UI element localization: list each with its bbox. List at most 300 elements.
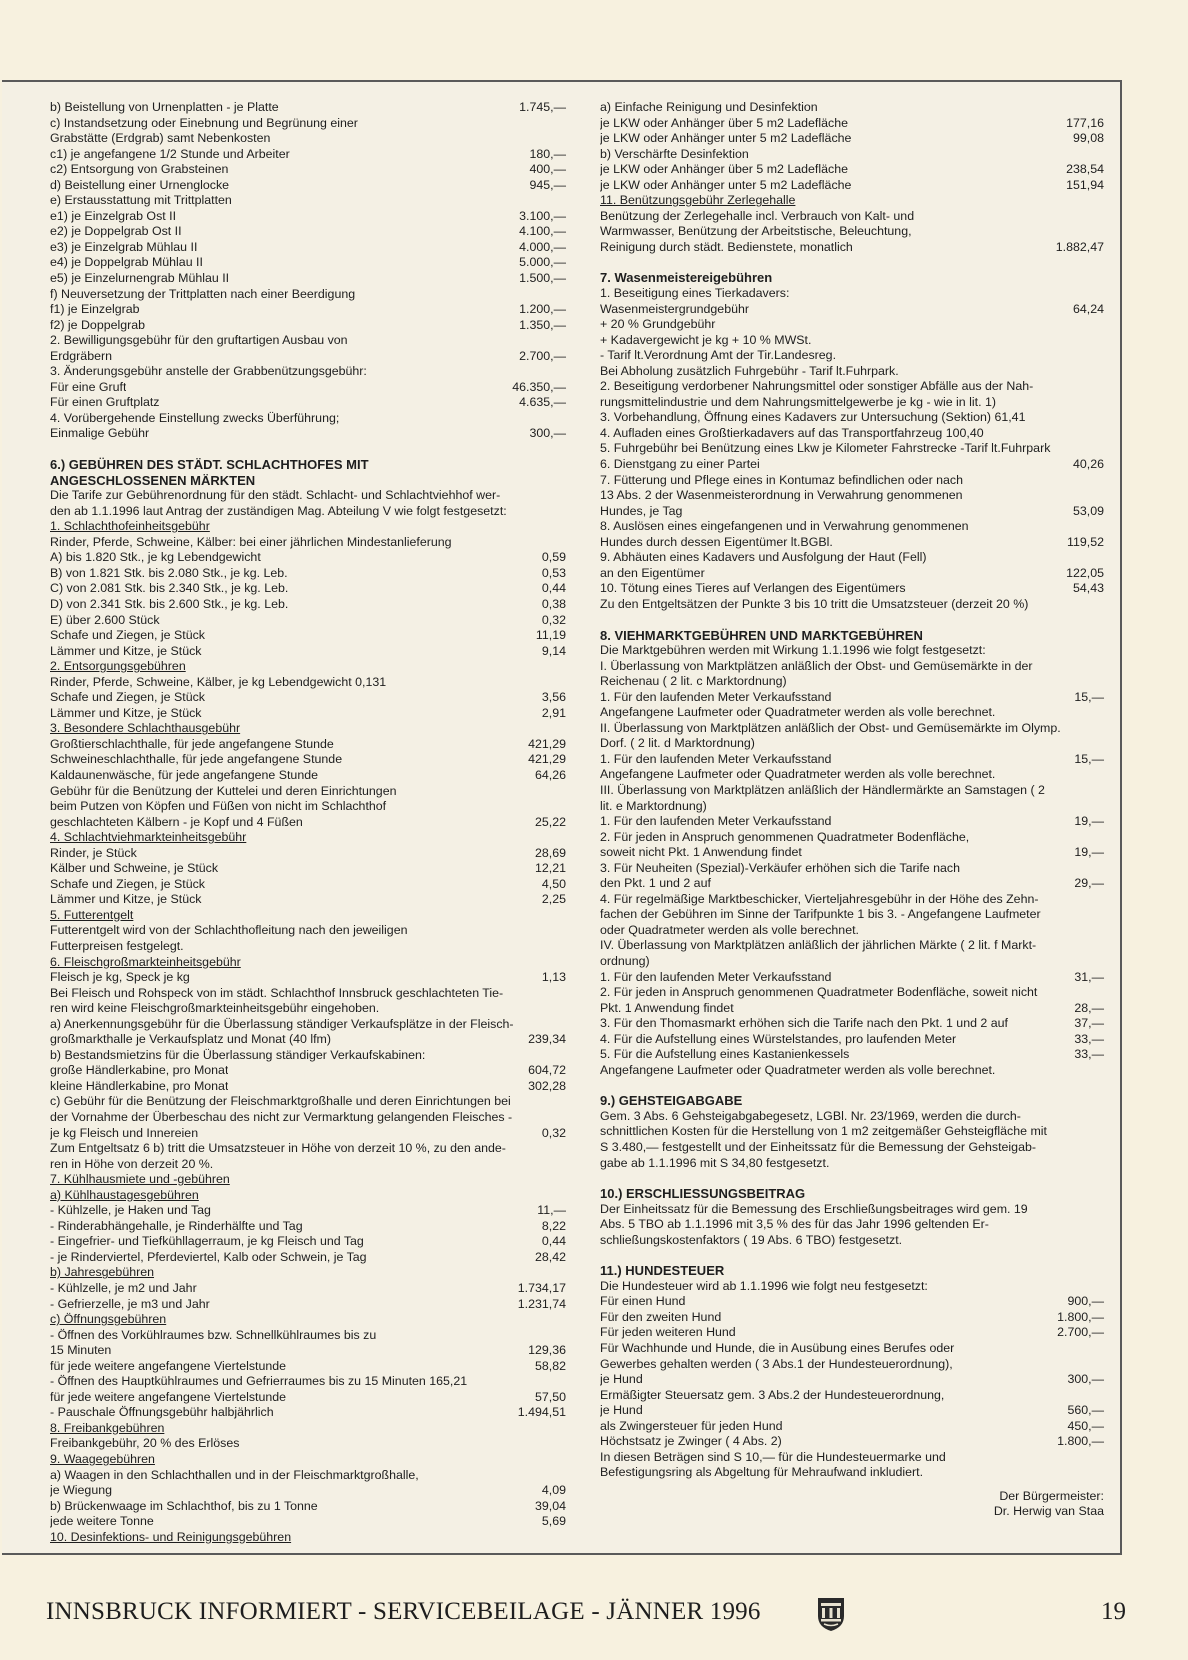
subsection-heading: 2. Entsorgungsgebühren <box>50 659 186 674</box>
fee-amount: 0,44 <box>541 581 566 596</box>
fee-amount: 28,— <box>1074 1000 1104 1015</box>
fee-label: je LKW oder Anhänger unter 5 m2 Ladefläche <box>600 177 852 192</box>
document-page <box>2 80 1122 1555</box>
fee-label: für jede weitere angefangene Viertelstunde <box>50 1358 287 1373</box>
signature-title: Der Bürgermeister: <box>999 1488 1104 1503</box>
fee-amount: 3.100,— <box>519 208 566 223</box>
fee-amount: 560,— <box>1067 1403 1104 1418</box>
fee-label: D) von 2.341 Stk. bis 2.600 Stk., je kg. Leb. <box>50 596 289 611</box>
text-line: schnittlichen Kosten für die Herstellung von 1 m2 zeitgemäßer Gehsteigfläche mit <box>600 1124 1047 1139</box>
section-spacer <box>600 1248 1104 1263</box>
fee-row <box>50 550 566 566</box>
text-line: 7. Fütterung und Pflege eines in Kontumaz befindlichen oder nach <box>600 472 964 487</box>
signature-name: Dr. Herwig van Staa <box>993 1504 1104 1519</box>
fee-amount: 122,05 <box>1066 565 1104 580</box>
fee-label: Für eine Gruft <box>50 379 127 394</box>
fee-row <box>50 846 566 862</box>
fee-row <box>50 224 566 240</box>
fee-row <box>50 1405 566 1421</box>
fee-row <box>600 1372 1104 1388</box>
fee-amount: 9,14 <box>541 643 566 658</box>
text-line: fachen der Gebühren im Sinne der Tarifpunkte 1 bis 3. - Angefangene Laufmeter <box>600 907 1041 922</box>
fee-amount: 4.100,— <box>519 224 566 239</box>
fee-amount: 8,22 <box>541 1218 566 1233</box>
text-line: In diesen Beträgen sind S 10,— für die Hundesteuermarke und <box>600 1449 946 1464</box>
fee-label: Schafe und Ziegen, je Stück <box>50 876 205 891</box>
fee-amount: 900,— <box>1067 1294 1104 1309</box>
fee-row <box>50 1359 566 1375</box>
fee-amount: 28,69 <box>534 845 566 860</box>
text-line: Freibankgebühr, 20 % des Erlöses <box>50 1436 240 1451</box>
section-heading: 6.) GEBÜHREN DES STÄDT. SCHLACHTHOFES MIT <box>50 457 369 473</box>
fee-row <box>50 1343 566 1359</box>
fee-label: 1. Für den laufenden Meter Verkaufsstand <box>600 751 832 766</box>
fee-label: 4. Für die Aufstellung eines Würstelstandes, pro laufenden Meter <box>600 1031 957 1046</box>
text-line: Dorf. ( 2 lit. d Marktordnung) <box>600 736 755 751</box>
fee-label: d) Beistellung einer Urnenglocke <box>50 177 230 192</box>
page-number: 19 <box>1101 1598 1126 1625</box>
text-line: ordnung) <box>600 953 650 968</box>
fee-amount: 29,— <box>1074 876 1104 891</box>
text-line: 8. Auslösen eines eingefangenen und in Verwahrung genommenen <box>600 519 969 534</box>
fee-row <box>50 255 566 271</box>
fee-amount: 300,— <box>1067 1372 1104 1387</box>
fee-label: Schafe und Ziegen, je Stück <box>50 690 205 705</box>
fee-row <box>50 240 566 256</box>
fee-row <box>50 644 566 660</box>
fee-label: Lämmer und Kitze, je Stück <box>50 705 202 720</box>
text-line: Angefangene Laufmeter oder Quadratmeter werden als volle berechnet. <box>600 1062 996 1077</box>
fee-amount: 11,— <box>537 1203 566 1218</box>
fee-amount: 54,43 <box>1072 581 1104 596</box>
fee-label: c1) je angefangene 1/2 Stunde und Arbeiter <box>50 146 290 161</box>
fee-label: - Kühlzelle, je Haken und Tag <box>50 1203 211 1218</box>
fee-label: e5) je Einzelurnengrab Mühlau II <box>50 271 230 286</box>
fee-amount: 2,25 <box>541 892 566 907</box>
section-spacer <box>50 442 566 457</box>
text-line: b) Bestandsmietzins für die Überlassung ständiger Verkaufskabinen: <box>50 1047 426 1062</box>
fee-amount: 302,28 <box>528 1078 566 1093</box>
text-line: beim Putzen von Köpfen und Füßen von nicht im Schlachthof <box>50 799 387 814</box>
fee-row <box>50 613 566 629</box>
text-line: Rinder, Pferde, Schweine, Kälber: bei einer jährlichen Mindestanlieferung <box>50 534 452 549</box>
subsection-heading: 10. Desinfektions- und Reinigungsgebühren <box>50 1529 292 1544</box>
fee-row <box>50 815 566 831</box>
fee-label: f1) je Einzelgrab <box>50 302 140 317</box>
fee-row <box>600 690 1104 706</box>
fee-amount: 53,09 <box>1072 503 1104 518</box>
footer-title: INNSBRUCK INFORMIERT - SERVICEBEILAGE - JÄNNER 1996 <box>46 1598 761 1625</box>
section-heading: 7. Wasenmeistereigebühren <box>600 270 773 286</box>
fee-row <box>50 1079 566 1095</box>
fee-row <box>50 628 566 644</box>
fee-row <box>50 302 566 318</box>
subsection-heading: 5. Futterentgelt <box>50 907 134 922</box>
fee-row <box>50 566 566 582</box>
text-line: 1. Beseitigung eines Tierkadavers: <box>600 286 790 301</box>
fee-label: Für einen Gruftplatz <box>50 395 160 410</box>
fee-row <box>50 380 566 396</box>
fee-row <box>600 1403 1104 1419</box>
fee-row <box>50 426 566 442</box>
fee-row <box>600 970 1104 986</box>
fee-label: als Zwingersteuer für jeden Hund <box>600 1418 783 1433</box>
fee-amount: 0,38 <box>541 596 566 611</box>
fee-row <box>50 877 566 893</box>
fee-label: den Pkt. 1 und 2 auf <box>600 876 711 891</box>
fee-label: c2) Entsorgung von Grabsteinen <box>50 162 229 177</box>
text-line: 9. Abhäuten eines Kadavers und Ausfolgung der Haut (Fell) <box>600 550 927 565</box>
right-column-body <box>600 100 1104 1481</box>
fee-amount: 2.700,— <box>519 348 566 363</box>
text-line: 3. Änderungsgebühr anstelle der Grabbenützungsgebühr: <box>50 364 367 379</box>
text-line: IV. Überlassung von Marktplätzen anläßlich der jährlichen Märkte ( 2 lit. f Markt- <box>600 938 1037 953</box>
text-line: Der Einheitssatz für die Bemessung des Erschließungsbeitrages wird gem. 19 <box>600 1201 1028 1216</box>
text-line: lit. e Marktordnung) <box>600 798 707 813</box>
fee-row <box>600 581 1104 597</box>
fee-row <box>600 1001 1104 1017</box>
fee-amount: 1.882,47 <box>1055 239 1104 254</box>
fee-label: b) Brückenwaage im Schlachthof, bis zu 1 Tonne <box>50 1498 318 1513</box>
fee-label: soweit nicht Pkt. 1 Anwendung findet <box>600 845 802 860</box>
text-line: 3. Für Neuheiten (Spezial)-Verkäufer erhöhen sich die Tarife nach <box>600 860 960 875</box>
fee-row <box>600 178 1104 194</box>
subsection-heading: 3. Besondere Schlachthausgebühr <box>50 721 241 736</box>
fee-amount: 12,21 <box>534 861 566 876</box>
text-line: der Vornahme der Überbeschau des nicht zur Vermarktung gelangenden Fleisches - <box>50 1110 513 1124</box>
fee-row <box>50 970 566 986</box>
fee-label: jede weitere Tonne <box>50 1514 154 1529</box>
fee-row <box>50 861 566 877</box>
text-line: III. Überlassung von Marktplätzen anläßlich der Händlermärkte an Samstagen ( 2 <box>600 782 1045 797</box>
text-line: Die Tarife zur Gebührenordnung für den städt. Schlacht- und Schlachtviehhof wer- <box>50 488 501 503</box>
subsection-heading: 11. Benützungsgebühr Zerlegehalle <box>600 193 796 208</box>
fee-row <box>50 209 566 225</box>
fee-label: je LKW oder Anhänger unter 5 m2 Ladefläche <box>600 131 852 146</box>
fee-amount: 1.200,— <box>519 302 566 317</box>
fee-row <box>50 1063 566 1079</box>
fee-amount: 33,— <box>1074 1047 1104 1062</box>
fee-row <box>600 1434 1104 1450</box>
fee-label: geschlachteten Kälbern - je Kopf und 4 Füßen <box>50 814 303 829</box>
section-spacer <box>600 1171 1104 1186</box>
fee-label: 6. Dienstgang zu einer Partei <box>600 457 760 472</box>
fee-label: A) bis 1.820 Stk., je kg Lebendgewicht <box>50 550 261 565</box>
fee-label: je Wiegung <box>50 1483 112 1498</box>
fee-amount: 604,72 <box>528 1063 566 1078</box>
fee-label: e2) je Doppelgrab Ost II <box>50 224 182 239</box>
fee-row <box>50 147 566 163</box>
text-line: - Öffnen des Vorkühlraumes bzw. Schnellkühlraumes bis zu <box>50 1327 377 1342</box>
fee-amount: 0,53 <box>541 565 566 580</box>
text-line: - Öffnen des Hauptkühlraumes und Gefrierraumes bis zu 15 Minuten 165,21 <box>50 1374 468 1389</box>
fee-amount: 1.800,— <box>1057 1434 1104 1449</box>
fee-amount: 1.350,— <box>519 317 566 332</box>
fee-amount: 300,— <box>529 426 566 441</box>
fee-label: an den Eigentümer <box>600 565 705 580</box>
text-line: Die Marktgebühren werden mit Wirkung 1.1.1996 wie folgt festgesetzt: <box>600 643 986 658</box>
fee-row <box>50 1499 566 1515</box>
subsection-heading: a) Kühlhaustagesgebühren <box>50 1187 199 1202</box>
fee-amount: 0,44 <box>541 1234 566 1249</box>
fee-row <box>600 845 1104 861</box>
fee-label: Hundes durch dessen Eigentümer lt.BGBl. <box>600 534 833 549</box>
text-line: a) Waagen in den Schlachthallen und in der Fleischmarktgroßhalle, <box>50 1467 419 1482</box>
text-line: + 20 % Grundgebühr <box>600 317 716 332</box>
text-line: Gewerbes gehalten werden ( 3 Abs.1 der Hundesteuerordnung), <box>600 1356 953 1371</box>
fee-row <box>50 1203 566 1219</box>
fee-amount: 1.494,51 <box>517 1405 566 1420</box>
fee-row <box>600 1294 1104 1310</box>
fee-label: Einmalige Gebühr <box>50 426 150 441</box>
subsection-heading: 7. Kühlhausmiete und -gebühren <box>50 1172 230 1187</box>
fee-row <box>50 768 566 784</box>
subsection-heading: 1. Schlachthofeinheitsgebühr <box>50 519 210 534</box>
fee-label: b) Beistellung von Urnenplatten - je Platte <box>50 100 279 114</box>
fee-row <box>50 100 566 116</box>
fee-amount: 239,34 <box>528 1032 566 1047</box>
fee-amount: 119,52 <box>1067 534 1104 549</box>
fee-row <box>50 752 566 768</box>
text-line: Gebühr für die Benützung der Kuttelei und deren Einrichtungen <box>50 783 397 798</box>
fee-amount: 57,50 <box>534 1389 566 1404</box>
fee-amount: 25,22 <box>534 814 566 829</box>
fee-amount: 19,— <box>1074 845 1104 860</box>
fee-amount: 46.350,— <box>512 379 566 394</box>
text-line: Warmwasser, Benützung der Arbeitstische, Beleuchtung, <box>600 224 912 239</box>
fee-label: Erdgräbern <box>50 348 112 363</box>
fee-label: 5. Für die Aufstellung eines Kastanienkessels <box>600 1047 850 1062</box>
text-line: Bei Abholung zusätzlich Fuhrgebühr - Tarif lt.Fuhrpark. <box>600 363 899 378</box>
text-line: schließungskostenfaktors ( 19 Abs. 6 TBO) festgesetzt. <box>600 1232 903 1247</box>
text-line: 4. Für regelmäßige Marktbeschicker, Vierteljahresgebühr in der Höhe des Zehn- <box>600 891 1039 906</box>
fee-label: Pkt. 1 Anwendung findet <box>600 1000 734 1015</box>
fee-amount: 400,— <box>529 162 566 177</box>
fee-amount: 0,32 <box>541 1125 566 1140</box>
fee-row <box>50 737 566 753</box>
fee-amount: 4,09 <box>541 1483 566 1498</box>
fee-label: Wasenmeistergrundgebühr <box>600 301 749 316</box>
fee-amount: 129,36 <box>528 1343 566 1358</box>
fee-label: kleine Händlerkabine, pro Monat <box>50 1078 229 1093</box>
subsection-heading: 4. Schlachtviehmarkteinheitsgebühr <box>50 830 247 845</box>
text-line: f) Neuversetzung der Trittplatten nach einer Beerdigung <box>50 286 356 301</box>
fee-row <box>50 1281 566 1297</box>
fee-label: C) von 2.081 Stk. bis 2.340 Stk., je kg. Leb. <box>50 581 289 596</box>
fee-row <box>600 752 1104 768</box>
text-line: Ermäßigter Steuersatz gem. 3 Abs.2 der Hundesteuerordnung, <box>600 1387 945 1402</box>
fee-label: e4) je Doppelgrab Mühlau II <box>50 255 203 270</box>
fee-amount: 450,— <box>1067 1418 1104 1433</box>
fee-label: Kälber und Schweine, je Stück <box>50 861 219 876</box>
fee-row <box>50 581 566 597</box>
text-line: 4. Aufladen eines Großtierkadavers auf das Transportfahrzeug 100,40 <box>600 425 984 440</box>
fee-amount: 177,16 <box>1066 115 1104 130</box>
text-line: 4. Vorübergehende Einstellung zwecks Überführung; <box>50 410 340 425</box>
fee-row <box>600 504 1104 520</box>
section-heading: 11.) HUNDESTEUER <box>600 1263 725 1279</box>
text-line: c) Instandsetzung oder Einebnung und Begrünung einer <box>50 115 358 130</box>
fee-label: 1. Für den laufenden Meter Verkaufsstand <box>600 814 832 829</box>
fee-amount: 4.000,— <box>519 239 566 254</box>
fee-label: 1. Für den laufenden Meter Verkaufsstand <box>600 689 832 704</box>
fee-row <box>50 349 566 365</box>
fee-row <box>50 162 566 178</box>
text-line: b) Verschärfte Desinfektion <box>600 146 749 161</box>
section-spacer <box>600 255 1104 270</box>
fee-amount: 1.231,74 <box>517 1296 566 1311</box>
text-line: a) Anerkennungsgebühr für die Überlassung ständiger Verkaufsplätze in der Fleisch- <box>50 1016 514 1031</box>
fee-row <box>50 1297 566 1313</box>
text-line: den ab 1.1.1996 laut Antrag der zuständigen Mag. Abteilung V wie folgt festgesetzt: <box>50 503 507 518</box>
fee-label: 1. Für den laufenden Meter Verkaufsstand <box>600 969 832 984</box>
fee-label: Lämmer und Kitze, je Stück <box>50 892 202 907</box>
fee-label: Kaldaunenwäsche, für jede angefangene Stunde <box>50 767 318 782</box>
fee-row <box>600 566 1104 582</box>
text-line: Futterpreisen festgelegt. <box>50 938 184 953</box>
text-line: Abs. 5 TBO ab 1.1.1996 mit 3,5 % des für das Jahr 1996 geltenden Er- <box>600 1217 989 1232</box>
text-line: II. Überlassung von Marktplätzen anläßlich der Obst- und Gemüsemärkte im Olymp. <box>600 720 1061 735</box>
fee-amount: 64,26 <box>534 767 566 782</box>
fee-label: Lämmer und Kitze, je Stück <box>50 643 202 658</box>
text-line: Futterentgelt wird von der Schlachthofleitung nach den jeweiligen <box>50 923 408 938</box>
fee-label: Fleisch je kg, Speck je kg <box>50 970 190 985</box>
text-line: Zu den Entgeltsätzen der Punkte 3 bis 10 tritt die Umsatzsteuer (derzeit 20 %) <box>600 596 1029 611</box>
fee-row <box>600 814 1104 830</box>
fee-amount: 37,— <box>1074 1016 1104 1031</box>
fee-row <box>600 535 1104 551</box>
fee-amount: 151,94 <box>1066 177 1104 192</box>
text-line: 2. Für jeden in Anspruch genommenen Quadratmeter Bodenfläche, soweit nicht <box>600 985 1038 1000</box>
fee-amount: 58,82 <box>534 1358 566 1373</box>
fee-label: je LKW oder Anhänger über 5 m2 Ladefläche <box>600 115 848 130</box>
fee-row <box>600 1419 1104 1435</box>
fee-amount: 0,59 <box>541 550 566 565</box>
fee-row <box>50 1126 566 1142</box>
fee-label: - je Rinderviertel, Pferdeviertel, Kalb oder Schwein, je Tag <box>50 1249 367 1264</box>
fee-label: - Gefrierzelle, je m3 und Jahr <box>50 1296 210 1311</box>
text-line: c) Gebühr für die Benützung der Fleischmarktgroßhalle und deren Einrichtungen bei <box>50 1094 511 1109</box>
fee-label: je Hund <box>600 1372 643 1387</box>
fee-row <box>50 1234 566 1250</box>
fee-label: je kg Fleisch und Innereien <box>50 1125 199 1140</box>
fee-row <box>600 1325 1104 1341</box>
fee-amount: 0,32 <box>541 612 566 627</box>
fee-amount: 19,— <box>1074 814 1104 829</box>
subsection-heading: 9. Waagegebühren <box>50 1452 155 1467</box>
text-line: 3. Vorbehandlung, Öffnung eines Kadavers zur Untersuchung (Sektion) 61,41 <box>600 410 1026 425</box>
fee-amount: 64,24 <box>1072 301 1104 316</box>
text-line: Bei Fleisch und Rohspeck von im städt. Schlachthof Innsbruck geschlachteten Tie- <box>50 985 504 1000</box>
text-line: Reichenau ( 2 lit. c Marktordnung) <box>600 674 787 689</box>
fee-row <box>600 1032 1104 1048</box>
fee-label: E) über 2.600 Stück <box>50 612 160 627</box>
subsection-heading: 6. Fleischgroßmarkteinheitsgebühr <box>50 954 241 969</box>
fee-amount: 421,29 <box>528 752 566 767</box>
fee-amount: 1.734,17 <box>517 1281 566 1296</box>
text-line: Angefangene Laufmeter oder Quadratmeter werden als volle berechnet. <box>600 705 996 720</box>
fee-amount: 5,69 <box>541 1514 566 1529</box>
fee-label: - Eingefrier- und Tiefkühllagerraum, je kg Fleisch und Tag <box>50 1234 364 1249</box>
fee-row <box>600 457 1104 473</box>
text-line: + Kadavergewicht je kg + 10 % MWSt. <box>600 332 812 347</box>
text-line: Grabstätte (Erdgrab) samt Nebenkosten <box>50 131 271 146</box>
fee-label: für jede weitere angefangene Viertelstunde <box>50 1389 287 1404</box>
fee-row <box>600 240 1104 256</box>
fee-row <box>50 1390 566 1406</box>
fee-row <box>50 597 566 613</box>
fee-amount: 1.800,— <box>1057 1309 1104 1324</box>
signature-block <box>600 1489 1104 1520</box>
fee-label: - Kühlzelle, je m2 und Jahr <box>50 1281 197 1296</box>
page-footer <box>46 1596 1126 1636</box>
fee-row <box>600 1047 1104 1063</box>
left-column <box>50 100 566 1545</box>
fee-label: Reinigung durch städt. Bedienstete, monatlich <box>600 239 853 254</box>
fee-amount: 2,91 <box>541 705 566 720</box>
fee-amount: 238,54 <box>1066 162 1104 177</box>
fee-row <box>600 116 1104 132</box>
text-line: 13 Abs. 2 der Wasenmeisterordnung in Verwahrung genommenen <box>600 488 963 503</box>
fee-row <box>50 690 566 706</box>
fee-row <box>50 318 566 334</box>
fee-label: großmarkthalle je Verkaufsplatz und Monat (40 lfm) <box>50 1032 331 1047</box>
text-line: 2. Beseitigung verdorbener Nahrungsmittel oder sonstiger Abfälle aus der Nah- <box>600 379 1034 394</box>
text-line: a) Einfache Reinigung und Desinfektion <box>600 100 818 114</box>
fee-row <box>50 1219 566 1235</box>
fee-label: Hundes, je Tag <box>600 503 683 518</box>
text-line: ren wird keine Fleischgroßmarkteinheitsgebühr eingehoben. <box>50 1001 380 1016</box>
fee-amount: 33,— <box>1074 1031 1104 1046</box>
fee-amount: 421,29 <box>528 736 566 751</box>
text-line: Gem. 3 Abs. 6 Gehsteigabgabegesetz, LGBl. Nr. 23/1969, werden die durch- <box>600 1108 1021 1123</box>
fee-amount: 4,50 <box>541 876 566 891</box>
fee-amount: 15,— <box>1074 689 1104 704</box>
section-heading: 9.) GEHSTEIGABGABE <box>600 1093 743 1109</box>
fee-row <box>600 876 1104 892</box>
section-spacer <box>600 1078 1104 1093</box>
text-line: Angefangene Laufmeter oder Quadratmeter werden als volle berechnet. <box>600 767 996 782</box>
fee-row <box>50 1514 566 1530</box>
fee-amount: 4.635,— <box>519 395 566 410</box>
fee-amount: 1.745,— <box>519 100 566 114</box>
right-column <box>600 100 1104 1520</box>
fee-row <box>50 706 566 722</box>
text-line: 2. Für jeden in Anspruch genommenen Quadratmeter Bodenfläche, <box>600 829 970 844</box>
fee-label: 10. Tötung eines Tieres auf Verlangen des Eigentümers <box>600 581 906 596</box>
fee-amount: 945,— <box>529 177 566 192</box>
innsbruck-coat-of-arms-icon <box>816 1596 846 1632</box>
fee-amount: 15,— <box>1074 751 1104 766</box>
fee-label: Rinder, je Stück <box>50 845 137 860</box>
fee-label: 15 Minuten <box>50 1343 112 1358</box>
fee-row <box>600 131 1104 147</box>
fee-row <box>50 1032 566 1048</box>
section-heading: ANGESCHLOSSENEN MÄRKTEN <box>50 472 256 488</box>
fee-row <box>600 162 1104 178</box>
section-heading: 8. VIEHMARKTGEBÜHREN UND MARKTGEBÜHREN <box>600 627 923 643</box>
fee-amount: 39,04 <box>534 1498 566 1513</box>
subsection-heading: 8. Freibankgebühren <box>50 1420 165 1435</box>
fee-row <box>50 892 566 908</box>
text-line: 5. Fuhrgebühr bei Benützung eines Lkw je Kilometer Fahrstrecke -Tarif lt.Fuhrpark <box>600 441 1051 456</box>
fee-label: - Rinderabhängehalle, je Rinderhälfte und Tag <box>50 1218 303 1233</box>
fee-label: e3) je Einzelgrab Mühlau II <box>50 239 198 254</box>
fee-row <box>50 178 566 194</box>
subsection-heading: c) Öffnungsgebühren <box>50 1312 167 1327</box>
text-line: oder Quadratmeter werden als volle berechnet. <box>600 922 859 937</box>
fee-label: Für einen Hund <box>600 1294 686 1309</box>
